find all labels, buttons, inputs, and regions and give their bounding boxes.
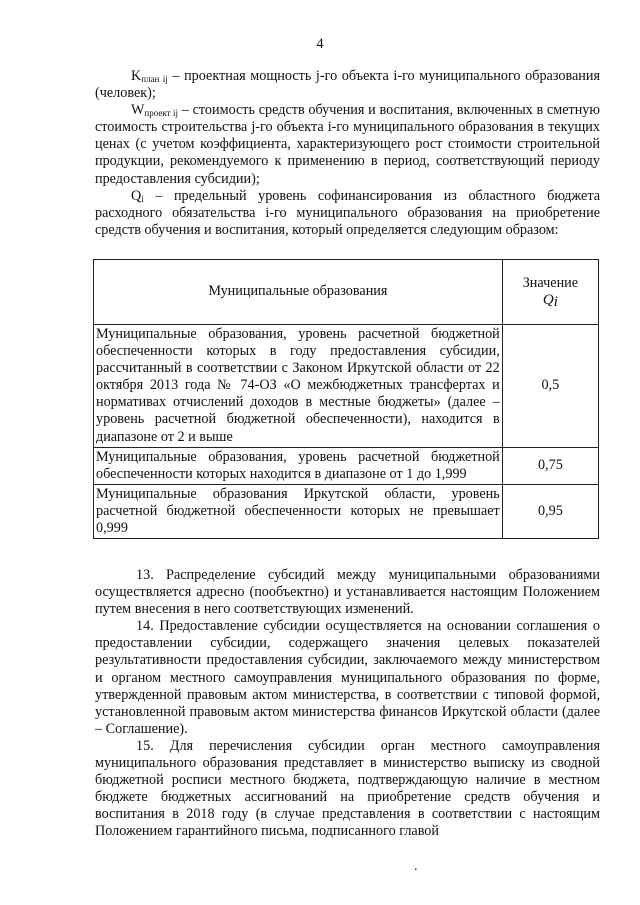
footer-mark: . [414, 859, 418, 874]
row-value: 0,95 [502, 484, 598, 538]
q-text: – предельный уровень софинансирования из областного бюджета расходного обязательства i-го муниципального образования на приобретение средств обучения и воспитания, который определяется следующим образом: [95, 187, 600, 238]
page-number: 4 [316, 36, 324, 52]
paragraph-13: 13. Распределение субсидий между муниципальными образованиями осуществляется адресно (пообъектно) и устанавливается настоящим Положением путем внесения в него соответствующих изменений. [95, 567, 600, 618]
header-value [502, 260, 598, 325]
header-q-symbol [505, 292, 596, 309]
row-description: Муниципальные образования, уровень расчетной бюджетной обеспеченности которых в году предоставления субсидии, рассчитанный в соответствии с Законом Иркутской области от 22 октября 2013 года № 74-ОЗ «О межбюджетных трансфертах и нормативах отчислений доходов в местные бюджеты» (далее – уровень расчетной бюджетной обеспеченности), находится в диапазоне от 2 и выше [94, 325, 503, 448]
k-text: – проектная мощность j-го объекта i-го муниципального образования (человек); [95, 68, 600, 102]
k-subscript: план ij [141, 74, 168, 84]
table-row [94, 484, 599, 538]
header-value-label: Значение [522, 274, 579, 291]
w-symbol: W [131, 102, 145, 119]
definition-k [95, 68, 600, 102]
header-q-letter: Q [542, 292, 554, 308]
row-description: Муниципальные образования, уровень расчетной бюджетной обеспеченности которых находится в диапазоне от 1 до 1,999 [94, 447, 503, 484]
table-row [94, 325, 599, 448]
row-description: Муниципальные образования Иркутской области, уровень расчетной бюджетной обеспеченности которых не превышает 0,999 [94, 484, 503, 538]
w-subscript: проект ij [144, 108, 178, 119]
paragraph-14: 14. Предоставление субсидии осуществляется на основании соглашения о предоставлении субсидии, содержащего значения целевых показателей результативности предоставления субсидии, заключаемого между министерством и органом местного самоуправления муниципального образования по форме, утвержденной правовым актом министерства, в соответствии с типовой формой, установленной правовым актом министерства финансов Иркутской области (далее – Соглашение). [95, 618, 600, 737]
header-municipalities: Муниципальные образования [94, 260, 503, 325]
body-paragraphs [95, 567, 600, 841]
paragraph-15: 15. Для перечисления субсидии орган местного самоуправления муниципального образования представляет в министерство выписку из сводной бюджетной росписи местного бюджета, подтверждающую наличие в местном бюджете бюджетных ассигнований на приобретение средств обучения и воспитания в 2018 году (в случае представления в соответствии с настоящим Положением гарантийного письма, подписанного главой [95, 737, 600, 840]
definition-q [95, 188, 600, 239]
definition-w [95, 102, 600, 187]
table-header-row [94, 260, 599, 325]
definitions-block [95, 68, 600, 239]
q-subscript: i [141, 193, 144, 204]
row-value: 0,75 [502, 447, 598, 484]
row-value: 0,5 [502, 325, 598, 448]
cofinancing-table [93, 259, 599, 539]
q-symbol: Q [131, 187, 142, 204]
header-q-subscript: i [553, 294, 558, 310]
table-row [94, 447, 599, 484]
k-symbol: K [131, 68, 142, 84]
w-text: – стоимость средств обучения и воспитания, включенных в сметную стоимость строительства j-го объекта i-го муниципального образования в текущих ценах (с учетом коэффициента, характеризующего рост стоимости строительной продукции, рекомендуемого к применению в период, соответствующий периоду предоставления субсидии); [95, 102, 600, 187]
